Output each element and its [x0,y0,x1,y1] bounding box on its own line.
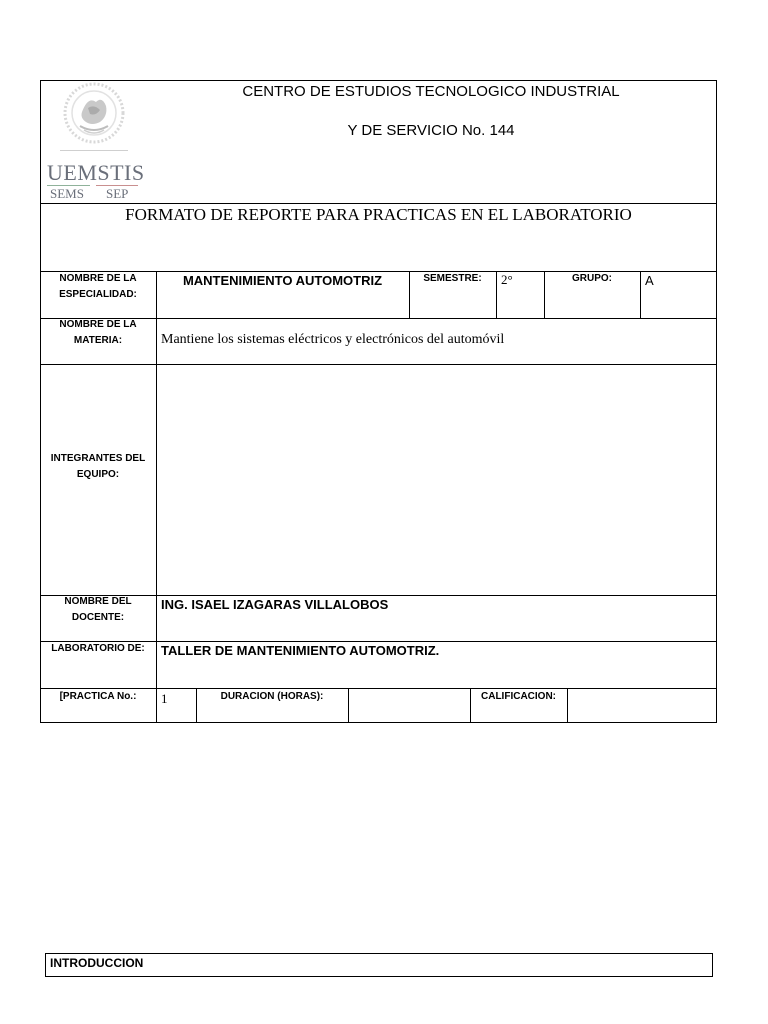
teacher-label [40,594,156,626]
teacher-label-line2: DOCENTE: [71,612,125,623]
specialty-label-line2: ESPECIALIDAD: [59,289,137,300]
subject-value: Mantiene los sistemas eléctricos y electrónicos del automóvil [161,332,505,347]
team-label-line1: INTEGRANTES DEL [50,453,146,464]
sep-logo-text: SEP [106,186,129,201]
duration-value[interactable] [349,689,469,722]
teacher-label-line1: NOMBRE DEL [64,596,132,607]
group-label: GRUPO: [572,273,612,284]
divider-header [40,203,717,204]
divider-group-value [640,271,641,318]
semester-value: 2° [501,272,513,287]
grade-label: CALIFICACION: [481,691,556,702]
subject-label [40,317,156,349]
subject-label-line1: NOMBRE DE LA [59,319,137,330]
lab-label: LABORATORIO DE: [51,643,145,654]
form-title: FORMATO DE REPORTE PARA PRACTICAS EN EL LABORATORIO [125,205,632,224]
team-label-line2: EQUIPO: [76,469,120,480]
practice-number-value: 1 [161,691,168,706]
introduction-box [45,953,713,977]
semester-label: SEMESTRE: [423,273,482,284]
grade-value[interactable] [568,689,716,722]
divider-semester-value [496,271,497,318]
institution-name-line1: CENTRO DE ESTUDIOS TECNOLOGICO INDUSTRIAL [242,83,620,100]
uemstis-logo: UEMSTIS [47,160,145,185]
specialty-value: MANTENIMIENTO AUTOMOTRIZ [182,273,383,288]
duration-label: DURACION (HORAS): [220,691,324,702]
sems-logo-text: SEMS [50,186,84,201]
logo-rule [60,150,128,151]
team-label [40,451,156,483]
introduction-label: INTRODUCCION [50,956,144,970]
practice-number-label: [PRACTICA No.: [59,691,137,702]
institution-name-line2: Y DE SERVICIO No. 144 [347,122,515,139]
team-members-field[interactable] [157,365,716,594]
specialty-label [40,271,156,303]
group-value: A [645,273,654,288]
subject-label-line2: MATERIA: [73,335,123,346]
specialty-label-line1: NOMBRE DE LA [59,273,137,284]
lab-value: TALLER DE MANTENIMIENTO AUTOMOTRIZ. [161,643,440,658]
coat-of-arms-icon [62,82,126,149]
teacher-value: ING. ISAEL IZAGARAS VILLALOBOS [161,597,389,612]
